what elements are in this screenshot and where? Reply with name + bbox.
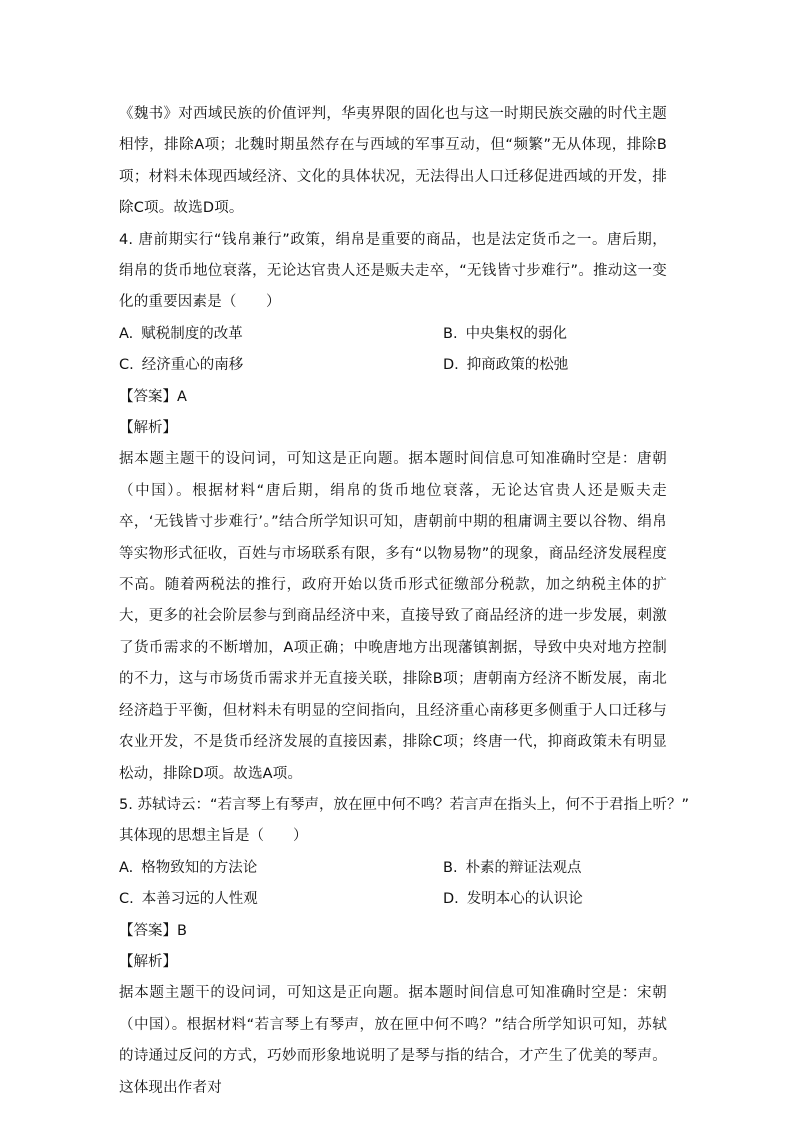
- question-5-analysis: 据本题主题干的设问词，可知这是正向题。据本题时间信息可知准确时空是：宋朝（中国）。根据材料“若言琴上有琴声，放在匣中何不鸣？”结合所学知识可知，苏轼的诗通过反问的方式，巧妙而形象地说明了是琴与指的结合，才产生了优美的琴声。这体现出作者对: [119, 985, 667, 1096]
- question-5-option-d: D. 发明本心的认识论: [443, 891, 583, 908]
- question-5-option-b: B. 朴素的辩证法观点: [443, 859, 582, 876]
- question-5-options-row-2: [119, 884, 667, 915]
- question-4-option-c: C. 经济重心的南移: [119, 357, 244, 374]
- question-5-stem-line-1: 5. 苏轼诗云：“若言琴上有琴声，放在匣中何不鸣？若言声在指头上，何不于君指上听？”: [119, 796, 689, 813]
- question-5: [119, 790, 689, 1104]
- question-4-analysis: 据本题主题干的设问词，可知这是正向题。据本题时间信息可知准确时空是：唐朝（中国）。根据材料“唐后期，绢帛的货币地位衰落，无论达官贵人还是贩夫走卒，‘无钱皆寸步难行’。”结合所学知识可知，唐朝前中期的租庸调主要以谷物、绢帛等实物形式征收，百姓与市场联系有限，多有“以物易物”的现象，商品经济发展程度不高。随着两税法的推行，政府开始以货币形式征缴部分税款，加之纳税主体的扩大，更多的社会阶层参与到商品经济中来，直接导致了商品经济的进一步发展，刺激了货币需求的不断增加，A项正确；中晚唐地方出现藩镇割据，导致中央对地方控制的不力，这与市场货币需求并无直接关联，排除B项；唐朝南方经济不断发展，南北经济趋于平衡，但材料未有明显的空间指向，且经济重心南移更多侧重于人口迁移与农业开发，不是货币经济发展的直接因素，排除C项；终唐一代，抑商政策未有明显松动，排除D项。故选A项。: [119, 451, 667, 782]
- question-5-analysis-label: 【解析】: [119, 953, 177, 970]
- question-4-stem: 4. 唐前期实行“钱帛兼行”政策，绢帛是重要的商品，也是法定货币之一。唐后期，绢帛的货币地位衰落，无论达官贵人还是贩夫走卒，“无钱皆寸步难行”。推动这一变化的重要因素是（ ）: [119, 231, 667, 311]
- question-5-stem-line-2: 其体现的思想主旨是（ ）: [119, 828, 308, 845]
- question-4-options-row-1: [119, 319, 667, 350]
- question-4-option-d: D. 抑商政策的松弛: [443, 357, 569, 374]
- question-5-option-c: C. 本善习远的人性观: [119, 891, 258, 908]
- question-4-answer: 【答案】A: [119, 388, 187, 405]
- question-5-options-row-1: [119, 853, 667, 884]
- question-4: [119, 225, 667, 790]
- intro-paragraph: 《魏书》对西域民族的价值评判，华夷界限的固化也与这一时期民族交融的时代主题相悖，排除A项；北魏时期虽然存在与西域的军事互动，但“频繁”无从体现，排除B项；材料未体现西域经济、文化的具体状况，无法得出人口迁移促进西域的开发，排除C项。故选D项。: [119, 106, 667, 217]
- page-content: [119, 99, 689, 1104]
- question-4-options-row-2: [119, 350, 667, 381]
- question-5-option-a: A. 格物致知的方法论: [119, 859, 258, 876]
- question-4-option-b: B. 中央集权的弱化: [443, 325, 568, 342]
- question-5-answer: 【答案】B: [119, 922, 187, 939]
- question-4-option-a: A. 赋税制度的改革: [119, 325, 243, 342]
- question-4-analysis-label: 【解析】: [119, 420, 177, 437]
